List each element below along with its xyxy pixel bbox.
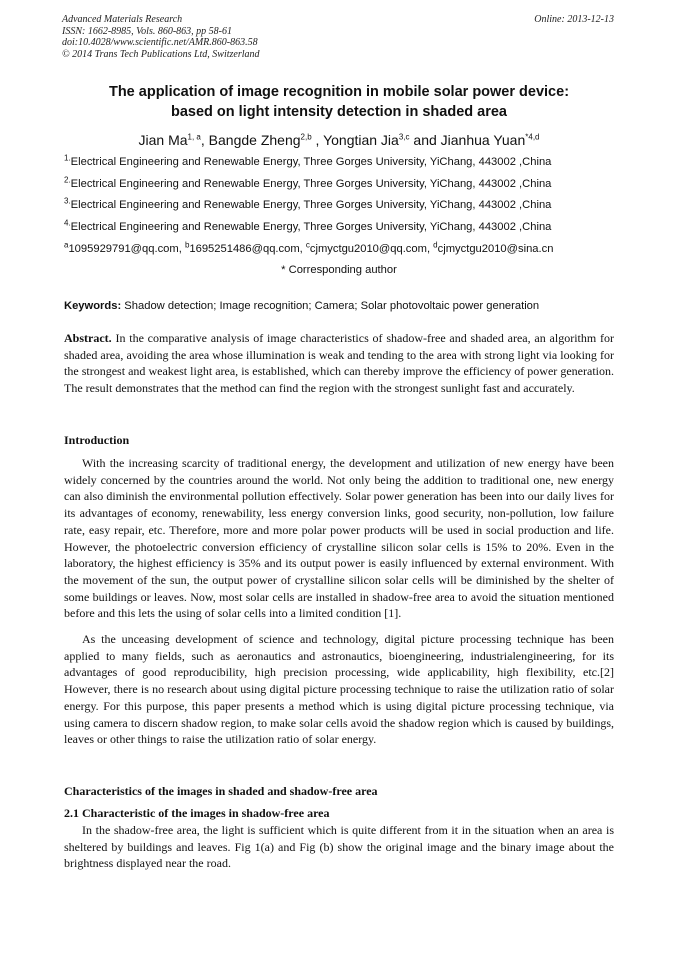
abstract-label: Abstract. [64, 331, 112, 345]
author-separator: , [311, 132, 324, 148]
author-list [40, 132, 638, 148]
affiliation-sup: 2. [64, 175, 71, 185]
section-paragraph: In the shadow-free area, the light is sufficient which is quite different from it in the situation when an area is sheltered by buildings and leaves. Fig 1(a) and Fig (b) show the original image and the binary image about the brightness displayed near the road. [64, 823, 614, 871]
author-name: Bangde Zheng [208, 132, 301, 148]
affiliation-text: Electrical Engineering and Renewable Energy, Three Gorges University, YiChang, 443002 ,China [70, 178, 552, 190]
affiliation-text: Electrical Engineering and Renewable Energy, Three Gorges University, YiChang, 443002 ,China [70, 156, 552, 168]
affiliation-4 [64, 218, 616, 233]
affiliation-sup: 1. [64, 153, 71, 163]
title-line-2: based on light intensity detection in shaded area [171, 104, 507, 120]
journal-header [62, 14, 260, 60]
keywords-label: Keywords: [64, 300, 122, 312]
title-line-1: The application of image recognition in mobile solar power device: [108, 84, 570, 100]
author-sup: 3,c [398, 132, 410, 142]
corresponding-author-note: * Corresponding author [281, 264, 397, 276]
doi-line: doi:10.4028/www.scientific.net/AMR.860-863.58 [62, 37, 258, 48]
affiliation-sup: 4. [64, 218, 71, 228]
affiliation-sup: 3. [64, 196, 71, 206]
affiliation-2 [64, 175, 616, 190]
author-sup: 1, a [187, 132, 201, 142]
issn-line: ISSN: 1662-8985, Vols. 860-863, pp 58-61 [62, 25, 232, 37]
affiliation-3 [64, 196, 616, 211]
keywords-text: Shadow detection; Image recognition; Camera; Solar photovoltaic power generation [121, 300, 540, 312]
author-sup: *4,d [525, 132, 540, 142]
author-separator: , [200, 132, 209, 148]
email-sup: a [64, 240, 69, 250]
email-link[interactable]: 1695251486@qq.com, [189, 243, 306, 255]
author-name: Yongtian Jia [323, 132, 399, 148]
email-sup: b [184, 240, 190, 250]
affiliation-text: Electrical Engineering and Renewable Energy, Three Gorges University, YiChang, 443002 ,China [70, 199, 552, 211]
email-list [64, 240, 616, 255]
email-link[interactable]: cjmyctgu2010@qq.com, [309, 243, 434, 255]
abstract-text: In the comparative analysis of image characteristics of shadow-free and shaded area, an algorithm for shaded area, avoiding the area whose illumination is weak and tending to the area with strong light via looking for the strongest and weakest light area, is established, which can thereby improve the efficiency of power generation. The result demonstrates that the method can find the region with the strongest sunlight fast and accurately. [64, 331, 614, 396]
email-link[interactable]: cjmyctgu2010@sina.cn [437, 243, 554, 255]
author-separator: and [409, 132, 441, 148]
abstract-paragraph [64, 330, 614, 397]
affiliation-text: Electrical Engineering and Renewable Energy, Three Gorges University, YiChang, 443002 ,China [70, 221, 552, 233]
affiliation-1 [64, 153, 616, 168]
email-sup: c [305, 240, 310, 250]
author-sup: 2,b [300, 132, 312, 142]
introduction-heading: Introduction [64, 433, 130, 447]
introduction-paragraph-2: As the unceasing development of science and technology, digital picture processing technique has been applied to many fields, such as aeronautics and astronautics, bioengineering, industrialengineering, for its advantages of good reproducibility, high precision processing, wide applicability, high flexibility, etc.[2] However, there is no research about using digital picture processing technique to raise the utilization ratio of solar energy. For this purpose, this paper presents a method which is using digital picture processing technique, via using camera to discern shadow region, to make solar cells avoid the shadow region which is caused by buildings, leaves or other things to raise the utilization ratio of solar energy. [64, 632, 614, 747]
online-date: Online: 2013-12-13 [534, 14, 614, 25]
author-name: Jianhua Yuan [440, 132, 526, 148]
copyright-line: © 2014 Trans Tech Publications Ltd, Switzerland [62, 48, 260, 60]
journal-name: Advanced Materials Research [62, 14, 183, 25]
paper-title [40, 82, 638, 122]
author-name: Jian Ma [138, 132, 188, 148]
section-heading: Characteristics of the images in shaded and shadow-free area [64, 784, 378, 798]
email-sup: d [433, 240, 438, 250]
subsection-heading: 2.1 Characteristic of the images in shadow-free area [64, 806, 330, 820]
email-link[interactable]: 1095929791@qq.com, [68, 243, 185, 255]
introduction-paragraph-1: With the increasing scarcity of traditional energy, the development and utilization of new energy have been widely concerned by the countries around the world. Not only being the addition to traditional one, new energy can also diminish the environmental pollution effectively. Solar power generation has been into our daily lives for its advantages of economy, renewability, less energy conversion links, good security, non-pollution, low failure rate, easy repair, etc. Therefore, more and more polar power products will be used in social production and life. However, the photoelectric conversion efficiency of crystalline silicon solar cells is 15% to 20%. Even in the laboratory, the highest efficiency is 35% and its output power is easily influenced by external environment. With the movement of the sun, the output power of crystalline silicon solar cells will be diminished by the shelter of some buildings or leaves. Now, most solar cells are installed in shadow-free area to avoid the situation mentioned before and this lets the using of solar cells into a limited condition [1]. [64, 456, 614, 621]
keywords-line [64, 300, 539, 312]
